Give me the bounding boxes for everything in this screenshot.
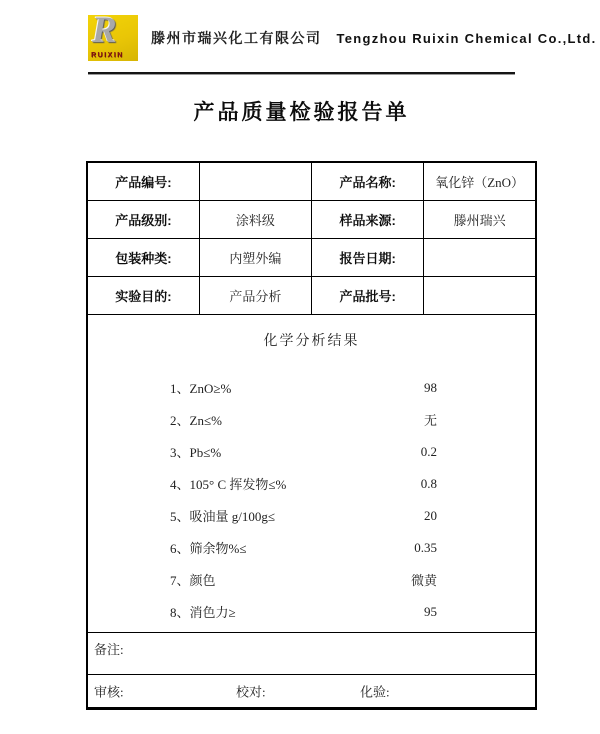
product-grade-label: 产品级别:: [87, 200, 199, 238]
report-date-value: [424, 238, 536, 276]
analysis-item-sieve-residue: [170, 532, 437, 564]
company-header: [88, 10, 597, 61]
packaging-value: 内塑外编: [199, 238, 311, 276]
sample-source-value: 滕州瑞兴: [424, 200, 536, 238]
analysis-item-oil-absorption: [170, 500, 437, 532]
test-purpose-label: 实验目的:: [87, 276, 199, 314]
product-no-label: 产品编号:: [87, 162, 199, 200]
analysis-heading: 化学分析结果: [263, 333, 360, 349]
info-row-packaging: [87, 238, 536, 276]
remarks-row: [87, 632, 536, 674]
analysis-item-value: 微黄: [410, 573, 437, 588]
packaging-label: 包装种类:: [87, 238, 199, 276]
analysis-item-name: 5、吸油量 g/100g≤: [170, 509, 275, 524]
logo-brand-text: RUIXIN: [91, 52, 124, 59]
analysis-item-tinting-strength: [170, 596, 437, 628]
analysis-item-value: 20: [424, 507, 437, 523]
report-date-label: 报告日期:: [312, 238, 424, 276]
analysis-item-name: 1、ZnO≥%: [170, 381, 232, 396]
batch-no-label: 产品批号:: [312, 276, 424, 314]
analysis-item-pb: [170, 436, 437, 468]
analysis-item-value: 98: [424, 379, 437, 395]
logo-r-glyph: R: [92, 10, 117, 51]
analysis-section: [87, 314, 536, 632]
company-name-en: Tengzhou Ruixin Chemical Co.,Ltd.: [336, 30, 597, 46]
analysis-item-name: 3、Pb≤%: [170, 445, 222, 460]
sample-source-label: 样品来源:: [312, 200, 424, 238]
report-title: 产品质量检验报告单: [193, 101, 410, 124]
info-row-product-no: [87, 162, 536, 200]
remarks-label: 备注:: [94, 641, 124, 657]
analysis-item-value: 无: [423, 413, 437, 428]
product-grade-value: 涂料级: [199, 200, 311, 238]
info-row-purpose: [87, 276, 536, 314]
analysis-item-volatiles: [170, 468, 437, 500]
company-logo: [88, 10, 138, 61]
analysis-item-zno: [170, 372, 437, 404]
product-name-label: 产品名称:: [312, 162, 424, 200]
analysis-item-name: 8、消色力≥: [170, 605, 236, 620]
signoff-section: [87, 674, 536, 708]
header-divider-line: [88, 72, 515, 75]
signoff-row: [87, 674, 536, 708]
analysis-item-name: 4、105° C 挥发物≤%: [170, 477, 287, 492]
company-name-cn: 滕州市瑞兴化工有限公司: [151, 30, 322, 46]
proofread-label: 校对:: [236, 684, 266, 699]
analysis-item-name: 7、颜色: [170, 573, 216, 588]
analysis-item-value: 0.2: [420, 443, 437, 459]
analysis-item-value: 0.35: [414, 539, 437, 555]
report-table: [86, 161, 537, 710]
analysis-item-color: [170, 564, 437, 596]
analysis-items-list: [88, 372, 535, 628]
analysis-item-zn: [170, 404, 437, 436]
review-label: 审核:: [94, 684, 124, 699]
test-purpose-value: 产品分析: [199, 276, 311, 314]
analysis-row: [87, 314, 536, 632]
analysis-item-value: 0.8: [420, 475, 437, 491]
analysis-item-name: 2、Zn≤%: [170, 413, 222, 428]
test-label: 化验:: [360, 684, 390, 699]
analysis-item-value: 95: [424, 603, 437, 619]
analysis-item-name: 6、筛余物%≤: [170, 541, 247, 556]
info-row-product-grade: [87, 200, 536, 238]
product-name-value: 氧化锌（ZnO）: [424, 162, 536, 200]
product-no-value: [199, 162, 311, 200]
remarks-section: [87, 632, 536, 674]
batch-no-value: [424, 276, 536, 314]
